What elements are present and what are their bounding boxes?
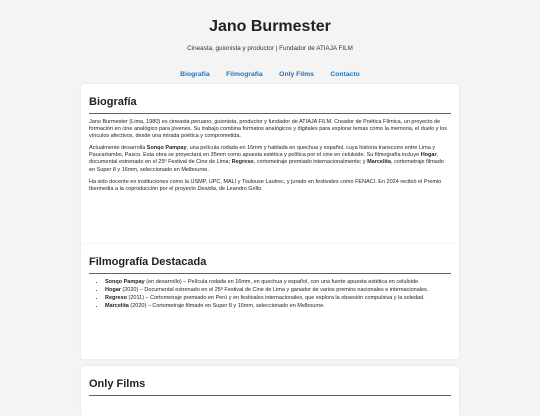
main-nav [0, 63, 540, 81]
bio-text: , una película rodada en 16mm y hablada en quechua y español, cuya historia transcurre entre Lima y Paucartambo, Pasco. Esta obra se proyectará en 35mm como apuesta estética y política por el cine en celuloide. Su filmografía incluye [89, 145, 436, 159]
nav-only-films-link[interactable]: Only Films [279, 71, 314, 78]
film-title-marcelita: Marcelita [367, 159, 391, 166]
film-title: Regreso [105, 295, 128, 302]
site-subtitle: Cineasta, guionista y productor | Fundador de ATIAJA FILM [187, 45, 353, 52]
film-title-hogar: Hogar [420, 152, 437, 159]
film-title-sonqo-pampay: Sonqo Pampay [146, 145, 187, 152]
film-detail: (2020) – Documental estrenado en el 25º Festival de Cine de Lima y ganador de varios premios nacionales e internacionales. [120, 287, 429, 294]
film-detail: (2020) – Cortometraje filmado en Super 8 y 16mm, seleccionado en Melbourne. [128, 303, 325, 310]
nav-filmografia-link[interactable]: Filmografía [226, 71, 263, 78]
bio-text: Actualmente desarrolla [89, 145, 147, 152]
bio-text: Ha sido docente en instituciones como la USMP, UPC, MALI y Toulouse Lautrec, y jurado en festivales como FENACI. En 2024 recibió el Premio Ibermedia a la coproducción por el proyecto [89, 178, 442, 192]
list-item [105, 287, 451, 294]
site-header [0, 0, 540, 81]
nav-biografia-link[interactable]: Biografía [180, 71, 210, 78]
film-title-regreso: Regreso [231, 159, 254, 166]
filmography-section [81, 244, 459, 359]
film-title: Hogar [105, 287, 121, 294]
bio-heading: Biografía [89, 96, 451, 114]
list-item [105, 279, 451, 286]
bio-text: , documental estrenado en el 25º Festival de Cine de Lima; [89, 152, 439, 166]
filmography-heading: Filmografía Destacada [89, 256, 451, 274]
project-title-desidia: Desidia [197, 185, 216, 192]
film-detail: (2011) – Cortometraje premiado en Perú y en festivales internacionales, que explora la obsesión compulsiva y la soledad. [127, 295, 425, 302]
film-title: Marcelita [105, 303, 129, 310]
film-title: Sonqo Pampay [105, 279, 145, 285]
bio-section [81, 84, 459, 252]
only-films-section [81, 366, 459, 416]
site-title: Jano Burmester [209, 18, 331, 35]
bio-text: , cortometraje premiado internacionalmente; y [253, 159, 368, 166]
filmography-list [89, 279, 451, 310]
nav-contacto-link[interactable]: Contacto [330, 71, 360, 78]
bio-text: , de Leandro Grillo. [215, 185, 263, 192]
bio-paragraph-3 [89, 179, 451, 193]
film-detail: (en desarrollo) – Película rodada en 16mm, en quechua y español, con una fuerte apuesta estética en celuloide. [144, 279, 420, 285]
list-item [105, 303, 451, 310]
only-films-heading: Only Films [89, 378, 451, 396]
bio-text: , cortometraje filmado en Super 8 y 16mm, seleccionado en Melbourne. [89, 159, 444, 173]
list-item [105, 295, 451, 302]
bio-paragraph-2 [89, 145, 451, 173]
bio-paragraph-1: Jano Burmester (Lima, 1980) es cineasta peruano, guionista, productor y fundador de ATIAJA FILM. Creador de Poética Fílmica, un proyecto de formación en cine analógico para jóvenes. Su trabajo combina formatos analógicos y digitales para explorar temas como la memoria, el duelo y los vínculos afectivos, desde una mirada poética y comprometida. [89, 119, 447, 140]
